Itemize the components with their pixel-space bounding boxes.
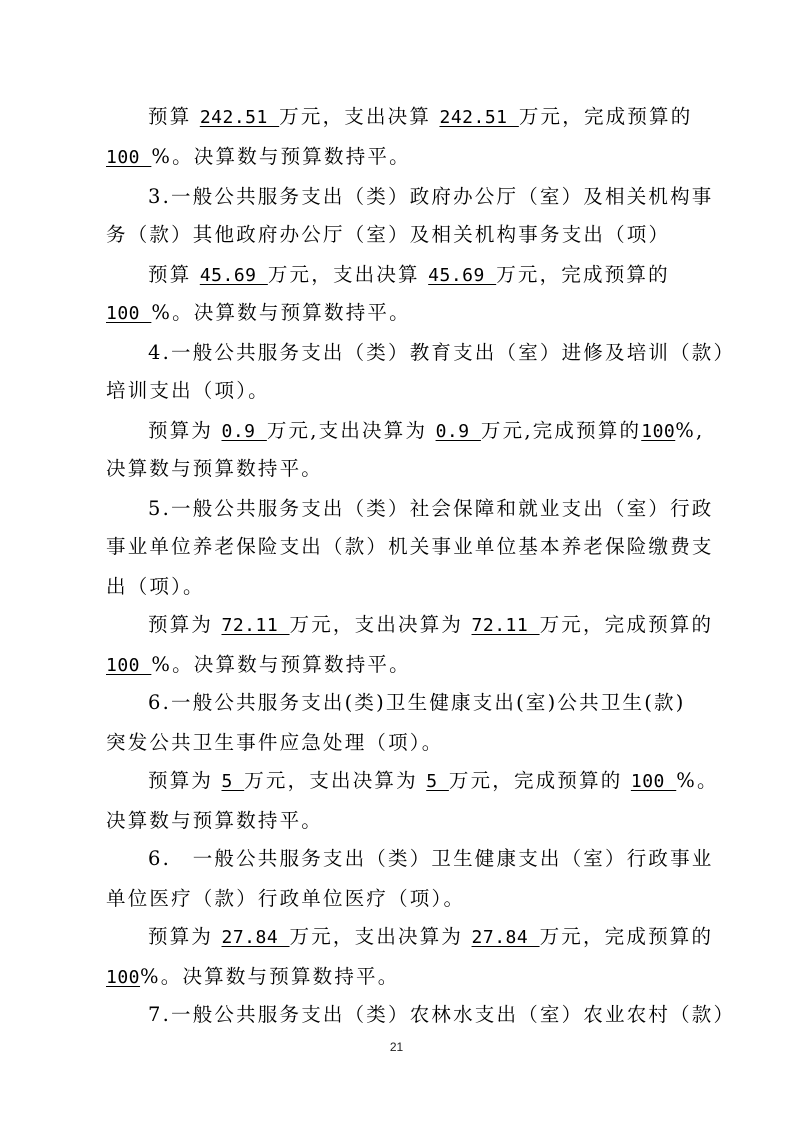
text-line	[106, 144, 411, 171]
underlined-value: 100	[630, 771, 677, 792]
underlined-value: 100	[106, 147, 152, 168]
text-segment: 4.一般公共服务支出（类）教育支出（室）进修及培训（款）	[148, 341, 736, 364]
page-number: 21	[389, 1040, 404, 1054]
text-line	[106, 808, 323, 834]
text-segment: 单位医疗（款）行政单位医疗（项）。	[106, 887, 466, 910]
text-segment: 万元，支出决算为	[289, 925, 472, 948]
text-segment: %。决算数与预算数持平。	[151, 301, 411, 324]
text-line	[148, 612, 713, 639]
text-line	[106, 964, 399, 991]
text-segment: 预算为	[148, 419, 222, 442]
text-segment: %,	[675, 419, 705, 442]
text-segment: 万元，完成预算的	[448, 769, 631, 792]
underlined-value: 100	[106, 655, 152, 676]
text-line	[106, 574, 205, 600]
text-segment: %。决算数与预算数持平。	[151, 653, 411, 676]
text-segment: 6. 一般公共服务支出（类）卫生健康支出（室）行政事业	[148, 847, 714, 870]
underlined-value: 0.9	[221, 421, 267, 442]
text-line	[148, 768, 719, 795]
text-segment: 3.一般公共服务支出（类）政府办公厅（室）及相关机构事	[148, 185, 714, 208]
text-line	[148, 418, 704, 445]
text-segment: 万元,支出决算为	[266, 419, 436, 442]
text-line	[148, 184, 714, 210]
text-line	[106, 886, 465, 912]
text-segment: %。	[676, 769, 719, 792]
text-line	[148, 846, 714, 872]
text-line	[148, 690, 686, 716]
text-segment: 预算为	[148, 613, 222, 636]
underlined-value: 27.84	[471, 927, 540, 948]
text-segment: 万元，支出决算	[279, 105, 440, 128]
text-segment: 万元,完成预算的	[480, 419, 642, 442]
text-segment: 7.一般公共服务支出（类）农林水支出（室）农业农村（款）	[148, 1003, 736, 1026]
text-line	[148, 496, 714, 522]
text-segment: 万元，支出决算	[267, 263, 429, 286]
text-line	[106, 222, 670, 248]
underlined-value: 72.11	[471, 615, 540, 636]
text-segment: 务（款）其他政府办公厅（室）及相关机构事务支出（项）	[106, 223, 671, 246]
text-line	[106, 652, 411, 679]
text-line	[148, 104, 692, 131]
text-line	[148, 262, 670, 289]
text-segment: 万元，完成预算的	[496, 263, 670, 286]
text-segment: %。决算数与预算数持平。	[151, 145, 411, 168]
underlined-value: 242.51	[199, 107, 280, 128]
text-line	[106, 534, 714, 560]
underlined-value: 27.84	[221, 927, 290, 948]
text-segment: 培训支出（项）。	[106, 379, 270, 402]
text-segment: 万元，完成预算的	[539, 925, 714, 948]
text-segment: 出（项）。	[106, 575, 205, 598]
underlined-value: 100	[641, 421, 676, 442]
text-line	[148, 1002, 735, 1028]
text-segment: 预算	[148, 105, 200, 128]
text-segment: 万元，完成预算的	[518, 105, 693, 128]
text-line	[106, 300, 411, 327]
text-segment: 决算数与预算数持平。	[106, 809, 324, 832]
underlined-value: 5	[221, 771, 245, 792]
text-segment: 预算为	[148, 769, 222, 792]
underlined-value: 5	[426, 771, 449, 792]
underlined-value: 100	[106, 303, 152, 324]
text-segment: 预算为	[148, 925, 222, 948]
text-line	[106, 378, 270, 404]
underlined-value: 72.11	[221, 615, 290, 636]
text-segment: 决算数与预算数持平。	[106, 457, 324, 480]
text-segment: 6.一般公共服务支出(类)卫生健康支出(室)公共卫生(款)	[148, 691, 686, 714]
text-line	[106, 456, 323, 482]
text-segment: 事业单位养老保险支出（款）机关事业单位基本养老保险缴费支	[106, 535, 714, 558]
underlined-value: 0.9	[435, 421, 481, 442]
text-segment: 预算	[148, 263, 200, 286]
underlined-value: 242.51	[439, 107, 519, 128]
text-segment: 万元，完成预算的	[539, 613, 714, 636]
text-segment: 万元，支出决算为	[289, 613, 472, 636]
text-segment: 万元，支出决算为	[244, 769, 427, 792]
text-segment: 突发公共卫生事件应急处理（项）。	[106, 731, 444, 754]
text-line	[148, 340, 735, 366]
underlined-value: 45.69	[199, 265, 268, 286]
text-line	[106, 730, 443, 756]
underlined-value: 45.69	[428, 265, 497, 286]
underlined-value: 100	[106, 967, 141, 988]
text-segment: %。决算数与预算数持平。	[140, 965, 400, 988]
text-segment: 5.一般公共服务支出（类）社会保障和就业支出（室）行政	[148, 497, 714, 520]
text-line	[148, 924, 713, 951]
